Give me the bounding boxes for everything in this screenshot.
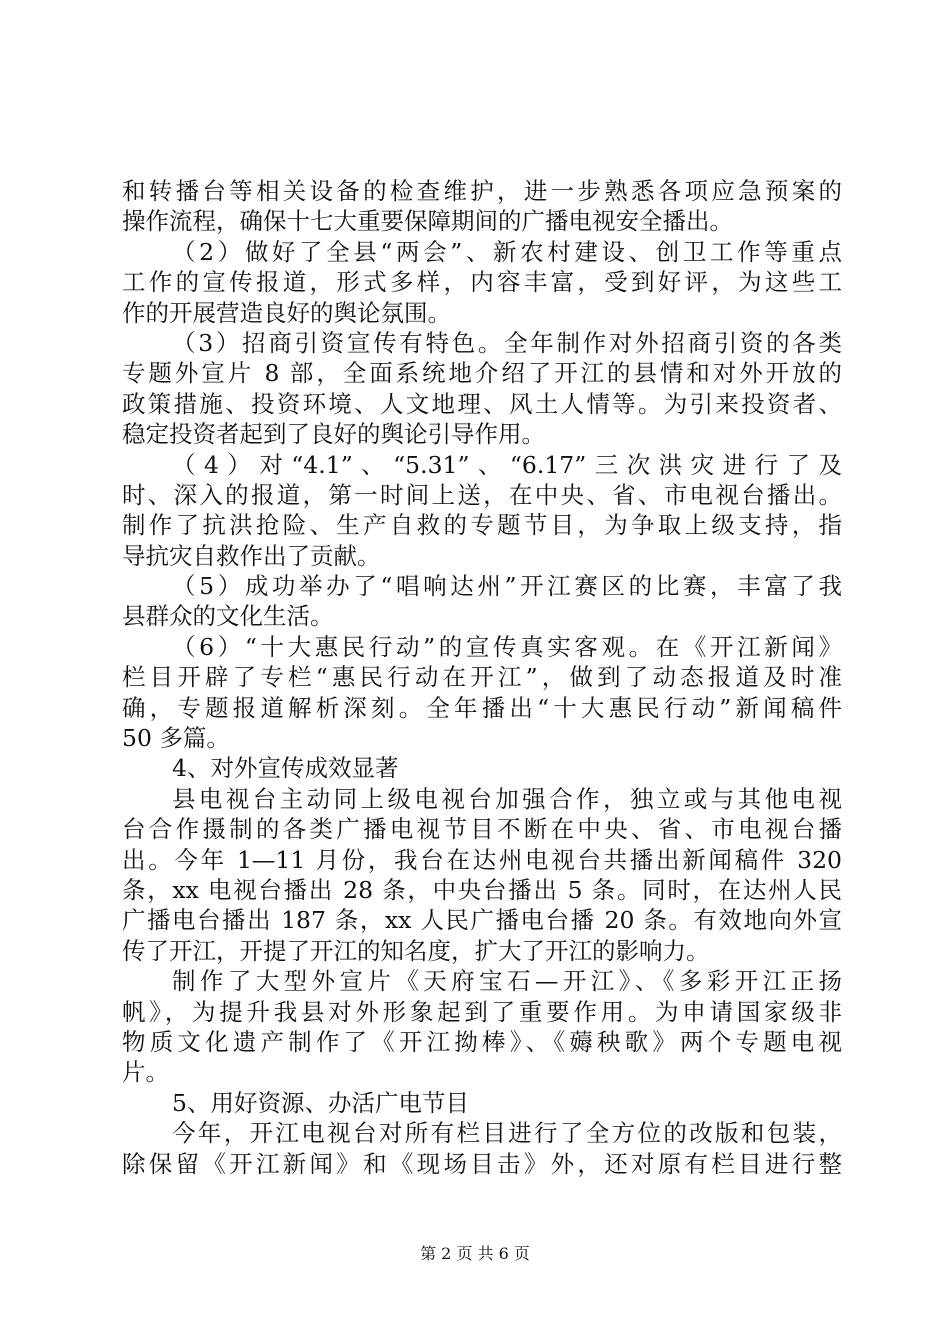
text-line: （5）成功举办了“唱响达州”开江赛区的比赛，丰富了我 <box>172 572 842 601</box>
text-line: 政策措施、投资环境、人文地理、风土人情等。为引来投资者、 <box>122 389 842 418</box>
text-line: 50 多篇。 <box>122 724 230 753</box>
text-line: 县群众的文化生活。 <box>122 602 334 631</box>
text-line: 传了开江，开提了开江的知名度，扩大了开江的影响力。 <box>122 936 710 965</box>
text-line: 专题外宣片 8 部，全面系统地介绍了开江的县情和对外开放的 <box>122 359 842 388</box>
text-line: （6）“十大惠民行动”的宣传真实客观。在《开江新闻》 <box>172 632 842 661</box>
text-line: 导抗灾自救作出了贡献。 <box>122 541 381 570</box>
text-line: 帆》，为提升我县对外形象起到了重要作用。为申请国家级非 <box>122 997 842 1026</box>
text-line: 制作了抗洪抢险、生产自救的专题节目，为争取上级支持，指 <box>122 511 842 540</box>
text-line: 广播电台播出 187 条，xx 人民广播电台播 20 条。有效地向外宣 <box>122 906 842 935</box>
text-line: 5、用好资源、办活广电节目 <box>172 1088 469 1117</box>
text-line: 物质文化遗产制作了《开江拗棒》、《薅秧歌》两个专题电视 <box>122 1027 842 1056</box>
text-line: 作的开展营造良好的舆论氛围。 <box>122 298 451 327</box>
text-line: 县电视台主动同上级电视台加强合作，独立或与其他电视 <box>172 784 842 813</box>
text-line: 4、对外宣传成效显著 <box>172 754 399 783</box>
text-line: 台合作摄制的各类广播电视节目不断在中央、省、市电视台播 <box>122 815 842 844</box>
text-line: 条，xx 电视台播出 28 条，中央台播出 5 条。同时，在达州人民 <box>122 875 842 904</box>
text-line: 工作的宣传报道，形式多样，内容丰富，受到好评，为这些工 <box>122 268 842 297</box>
text-line: （4）对“4.1”、“5.31”、“6.17”三次洪灾进行了及 <box>172 450 842 479</box>
text-line: 片。 <box>122 1058 169 1087</box>
text-line: 时、深入的报道，第一时间上送，在中央、省、市电视台播出。 <box>122 480 842 509</box>
document-body <box>122 176 842 1179</box>
text-line: 今年，开江电视台对所有栏目进行了全方位的改版和包装， <box>172 1119 842 1148</box>
text-line: 稳定投资者起到了良好的舆论引导作用。 <box>122 420 545 449</box>
text-line: 栏目开辟了专栏“惠民行动在开江”，做到了动态报道及时准 <box>122 663 842 692</box>
text-line: 除保留《开江新闻》和《现场目击》外，还对原有栏目进行整 <box>122 1149 842 1178</box>
text-line: 操作流程，确保十七大重要保障期间的广播电视安全播出。 <box>122 207 733 236</box>
text-line: 制作了大型外宣片《天府宝石—开江》、《多彩开江正扬 <box>172 967 842 996</box>
text-line: （2）做好了全县“两会”、新农村建设、创卫工作等重点 <box>172 237 842 266</box>
text-line: 出。今年 1—11 月份，我台在达州电视台共播出新闻稿件 320 <box>122 845 842 874</box>
text-line: （3）招商引资宣传有特色。全年制作对外招商引资的各类 <box>172 328 842 357</box>
text-line: 确，专题报道解析深刻。全年播出“十大惠民行动”新闻稿件 <box>122 693 842 722</box>
text-line: 和转播台等相关设备的检查维护，进一步熟悉各项应急预案的 <box>122 177 842 205</box>
page-footer: 第 2 页 共 6 页 <box>420 1244 530 1263</box>
